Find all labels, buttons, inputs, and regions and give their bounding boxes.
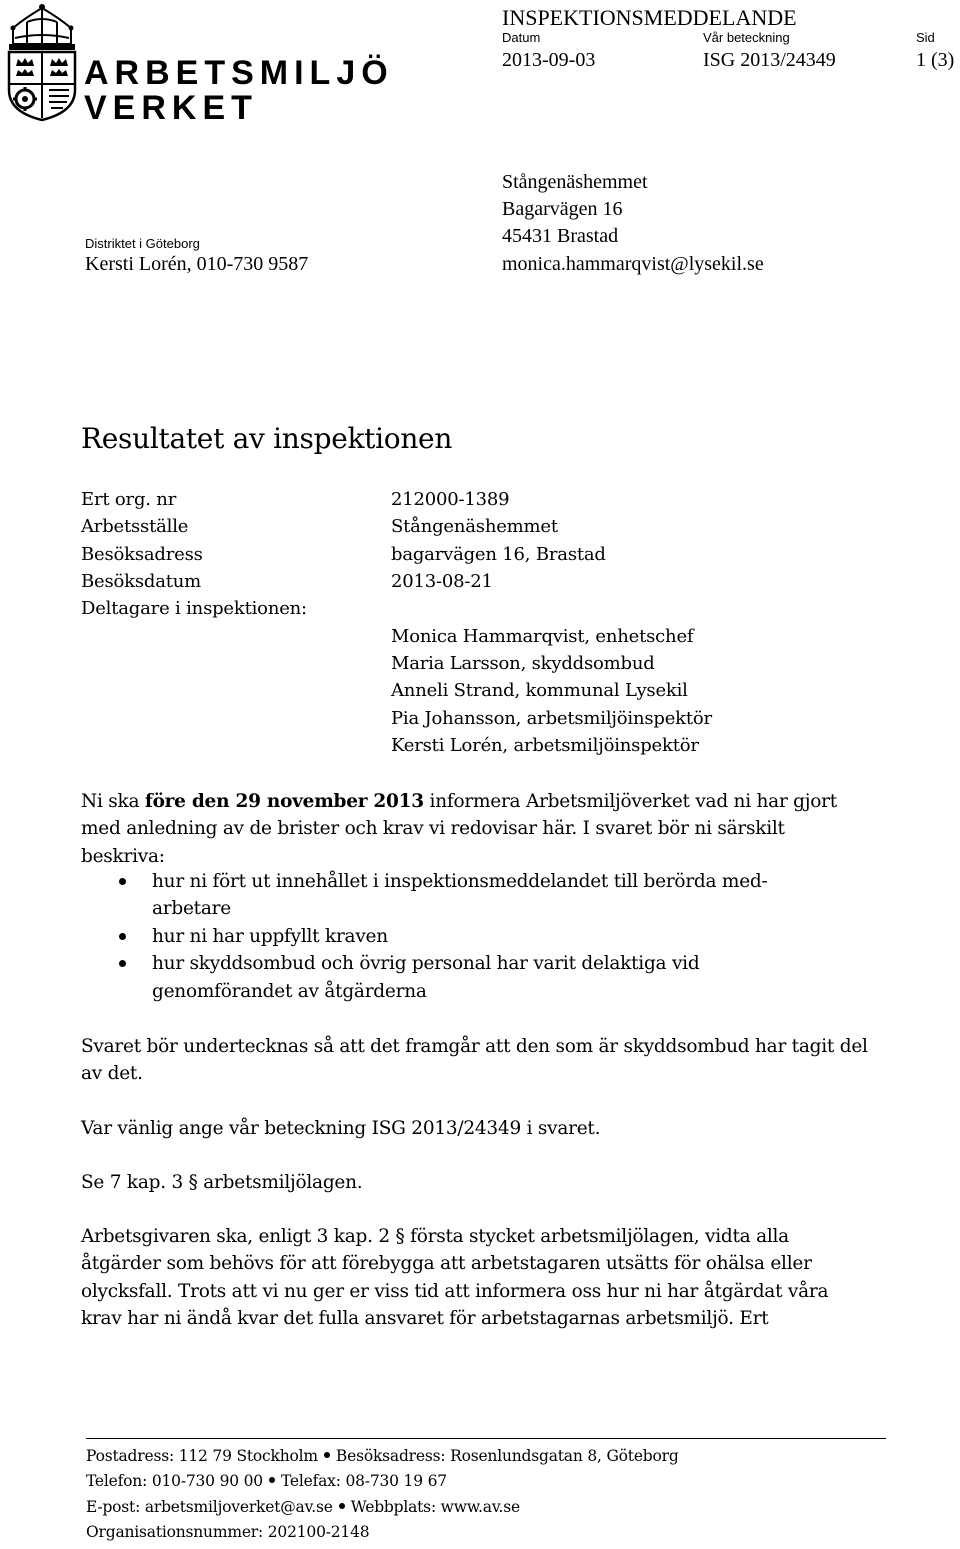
- participants-label: Deltagare i inspektionen:: [81, 598, 307, 619]
- footer-postal: Postadress: 112 79 Stockholm: [86, 1447, 318, 1465]
- separator-icon: [324, 1452, 330, 1458]
- reference-value: ISG 2013/24349: [703, 49, 836, 71]
- visit-address-value: bagarvägen 16, Brastad: [391, 544, 606, 565]
- org-nr-value: 212000-1389: [391, 489, 510, 510]
- logo-wordmark-line1: ARBETSMILJÖ: [84, 54, 394, 92]
- list-item: [81, 868, 841, 923]
- recipient-email: monica.hammarqvist@lysekil.se: [502, 253, 764, 275]
- recipient-street: Bagarvägen 16: [502, 198, 623, 220]
- signature-note: Svaret bör undertecknas så att det framgår att den som är skyddsombud har tagit del av det.: [81, 1036, 868, 1085]
- bullet-icon: [119, 960, 126, 967]
- separator-icon: [339, 1503, 345, 1509]
- list-item-text: hur ni fört ut innehållet i inspektionsmeddelandet till berörda med-arbetare: [152, 871, 768, 920]
- participant-item: Pia Johansson, arbetsmiljöinspektör: [391, 708, 712, 729]
- recipient-postal: 45431 Brastad: [502, 225, 619, 247]
- footer-line-2: [86, 1472, 447, 1490]
- participant-item: Maria Larsson, skyddsombud: [391, 653, 655, 674]
- intro-start: Ni ska: [81, 791, 145, 812]
- separator-icon: [269, 1477, 275, 1483]
- intro-rest: informera Arbetsmiljöverket vad ni har gjort med anledning av de brister och krav vi redovisar här. I svaret bör ni särskilt beskriva:: [81, 791, 837, 867]
- footer-web: Webbplats: www.av.se: [350, 1498, 520, 1516]
- list-item-text: hur ni har uppfyllt kraven: [152, 925, 388, 947]
- footer-org-number: Organisationsnummer: 202100-2148: [86, 1523, 370, 1541]
- org-nr-label: Ert org. nr: [81, 489, 177, 510]
- deadline: före den 29 november 2013: [144, 791, 424, 812]
- section-title: Resultatet av inspektionen: [81, 422, 453, 455]
- visit-date-value: 2013-08-21: [391, 571, 493, 592]
- swedish-coat-of-arms-icon: [5, 4, 79, 122]
- document-type: INSPEKTIONSMEDDELANDE: [502, 5, 797, 30]
- requirements-list: [81, 868, 841, 1005]
- date-value: 2013-09-03: [502, 49, 596, 71]
- footer-line-1: [86, 1447, 679, 1465]
- footer-divider: [86, 1438, 886, 1439]
- intro-paragraph: [81, 788, 871, 870]
- workplace-value: Stångenäshemmet: [391, 516, 558, 537]
- list-item-text: hur skyddsombud och övrig personal har varit delaktiga vid genomförandet av åtgärderna: [152, 953, 700, 1002]
- reference-note: Var vänlig ange vår beteckning ISG 2013/24349 i svaret.: [81, 1118, 601, 1139]
- closing-paragraph: Arbetsgivaren ska, enligt 3 kap. 2 § första stycket arbetsmiljölagen, vidta alla åtgärder som behövs för att förebygga att arbetstagaren utsätts för ohälsa eller olycksfall. Trots att vi nu ger er viss tid att informera oss hur ni har åtgärdat våra krav har ni ändå kvar det fulla ansvaret för arbetstagarnas arbetsmiljö. Ert: [81, 1226, 829, 1330]
- participant-item: Anneli Strand, kommunal Lysekil: [391, 680, 688, 701]
- workplace-label: Arbetsställe: [81, 516, 189, 537]
- law-reference: Se 7 kap. 3 § arbetsmiljölagen.: [81, 1172, 363, 1193]
- list-item: [81, 950, 841, 1005]
- logo-wordmark-line2: VERKET: [84, 89, 258, 127]
- recipient-name: Stångenäshemmet: [502, 171, 648, 193]
- footer-visit: Besöksadress: Rosenlundsgatan 8, Göteborg: [335, 1447, 679, 1465]
- reference-label: Vår beteckning: [703, 30, 790, 45]
- participant-item: Kersti Lorén, arbetsmiljöinspektör: [391, 735, 699, 756]
- visit-date-label: Besöksdatum: [81, 571, 202, 592]
- footer-email: E-post: arbetsmiljoverket@av.se: [86, 1498, 333, 1516]
- footer-fax: Telefax: 08-730 19 67: [280, 1472, 447, 1490]
- date-label: Datum: [502, 30, 541, 45]
- participant-item: Monica Hammarqvist, enhetschef: [391, 626, 694, 647]
- footer-line-3: [86, 1498, 520, 1516]
- list-item: [81, 923, 841, 950]
- sender-inspector: Kersti Lorén, 010-730 9587: [85, 253, 309, 275]
- footer-phone: Telefon: 010-730 90 00: [86, 1472, 263, 1490]
- page-value: 1 (3): [916, 49, 955, 71]
- bullet-icon: [119, 878, 126, 885]
- bullet-icon: [119, 933, 126, 940]
- sender-district: Distriktet i Göteborg: [85, 236, 200, 251]
- page-label: Sid: [916, 30, 935, 45]
- visit-address-label: Besöksadress: [81, 544, 203, 565]
